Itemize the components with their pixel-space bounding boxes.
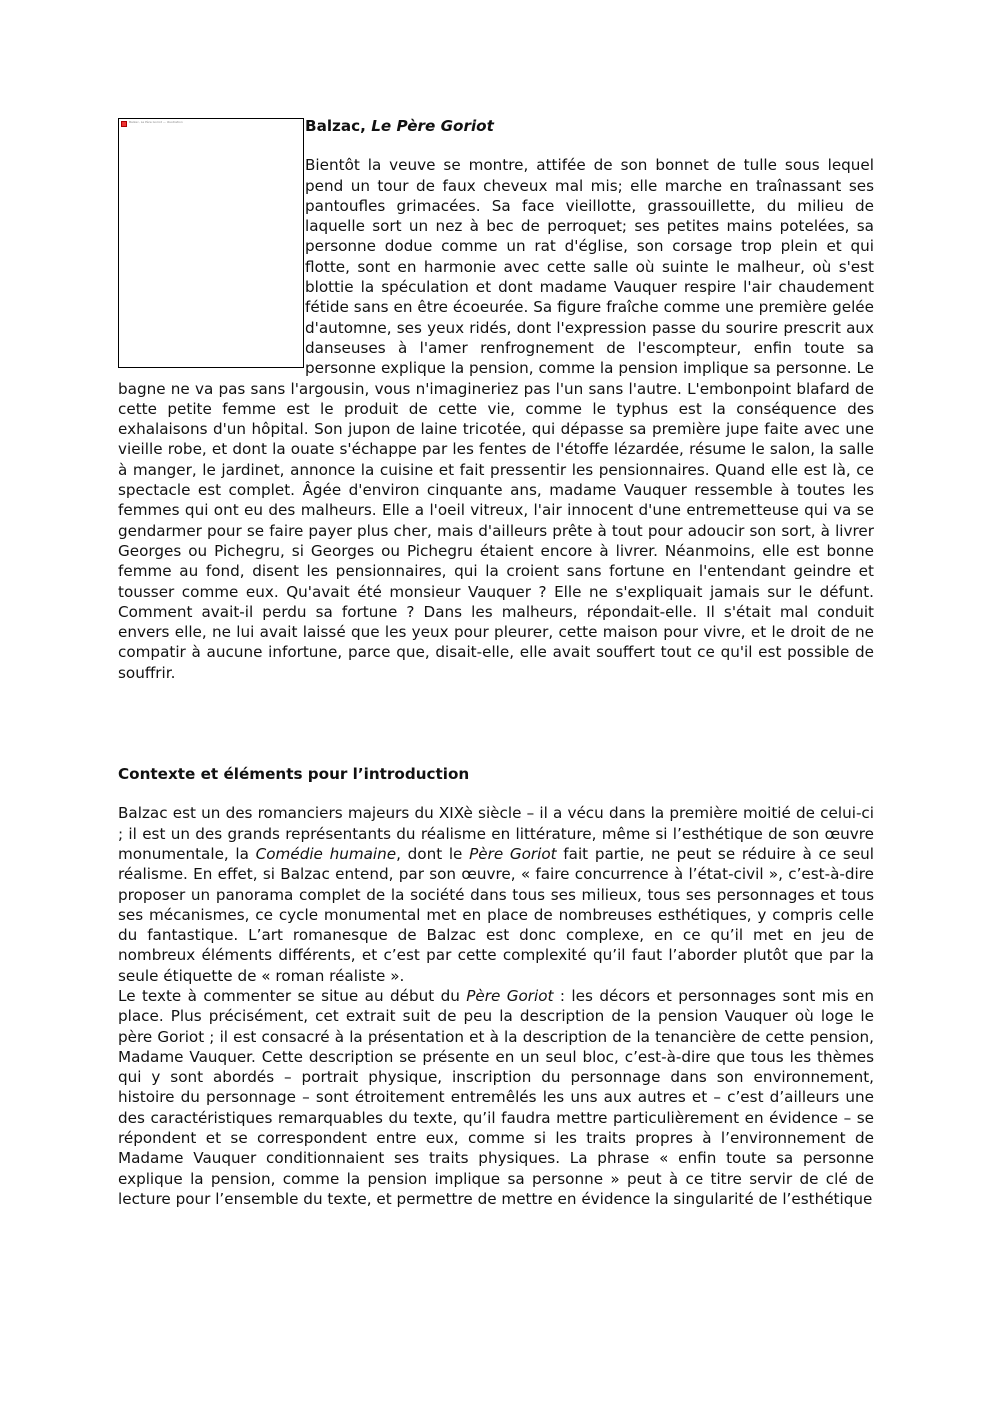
context-p1-text-a: Balzac est un des romanciers majeurs du XIXè siècle – il a vécu dans la première moitié de celui-ci ; il est un des grands représentants du réalisme en littérature, même si l’esthétique de son œuvre monumentale, la [118, 804, 874, 863]
section-spacer [118, 683, 874, 764]
context-p1-emphasis-goriot: Père Goriot [469, 844, 557, 863]
excerpt-text: Bientôt la veuve se montre, attifée de son bonnet de tulle sous lequel pend un tour de faux cheveux mal mis; elle marche en traînassant ses pantoufles grimacées. Sa face vieillotte, grassouillette, du milieu de laquelle sort un nez à bec de perroquet; ses petites mains potelées, sa personne dodue comme un rat d'église, son corsage trop plein et qui flotte, sont en harmonie avec cette salle où suinte le malheur, où s'est blottie la spéculation et dont madame Vauquer respire l'air chaudement fétide sans en être écoeurée. Sa figure fraîche comme une première gelée d'automne, ses yeux ridés, dont l'expression passe du sourire prescrit aux danseuses à l'amer renfrognement de l'escompteur, enfin toute sa personne explique la pension, comme la pension implique sa personne. Le bagne ne va pas sans l'argousin, vous n'imagineriez pas l'un sans l'autre. L'embonpoint blafard de cette petite femme est le produit de cette vie, comme le typhus est la conséquence des exhalaisons d'un hôpital. Son jupon de laine tricotée, qui dépasse sa première jupe faite avec une vieille robe, et dont la ouate s'échappe par les fentes de l'étoffe lézardée, résume le salon, la salle à manger, le jardinet, annonce la cuisine et fait pressentir les pensionnaires. Quand elle est là, ce spectacle est complet. Âgée d'environ cinquante ans, madame Vauquer ressemble à toutes les femmes qui ont eu des malheurs. Elle a l'oeil vitreux, l'air innocent d'une entremetteuse qui va se gendarmer pour se faire payer plus cher, mais d'ailleurs prête à tout pour adoucir son sort, à livrer Georges ou Pichegru, si Georges ou Pichegru étaient encore à livrer. Néanmoins, elle est bonne femme au fond, disent les pensionnaires, qui la croient sans fortune en l'entendant geindre et tousser comme eux. Qu'avait été monsieur Vauquer ? Elle ne s'expliquait jamais sur le défunt. Comment avait-il perdu sa fortune ? Dans les malheurs, répondait-elle. Il s'était mal conduit envers elle, ne lui avait laissé que les yeux pour pleurer, cette maison pour vivre, et le droit de ne compatir à aucune infortune, parce que, disait-elle, elle avait souffert tout ce qu'il est possible de souffrir. [118, 156, 874, 682]
broken-image-icon [121, 121, 127, 127]
context-p1-text-c: fait partie, ne peut se réduire à ce seul réalisme. En effet, si Balzac entend, par son œuvre, « faire concurrence à l’état-civil », c’est-à-dire proposer un panorama complet de la société dans tous ses milieux, tous ses personnages et tous ses mécanismes, ce cycle monumental met en place de nombreuses esthétiques, y compris celle du fantastique. L’art romanesque de Balzac est donc complexe, en ce qu’il met en jeu de nombreux éléments différents, et c’est par cette complexité qu’il faut l’aborder plutôt que par la seule étiquette de « roman réaliste ». [118, 844, 875, 985]
context-p2-text-a: Le texte à commenter se situe au début du [118, 986, 467, 1005]
illustration-placeholder [118, 118, 304, 368]
context-p2-emphasis-goriot: Père Goriot [466, 986, 554, 1005]
context-p1-emphasis-comedie: Comédie humaine [255, 844, 397, 863]
document-page [118, 116, 874, 1209]
image-alt-text: Balzac, Le Père Goriot — illustration [129, 120, 183, 124]
author-name: Balzac, [305, 117, 366, 135]
context-paragraph-2 [118, 986, 874, 1209]
context-heading: Contexte et éléments pour l’introduction [118, 765, 470, 784]
context-paragraph-1 [118, 803, 874, 986]
work-title: Le Père Goriot [371, 117, 494, 135]
context-p1-text-b: , dont le [396, 844, 470, 863]
context-p2-text-b: : les décors et personnages sont mis en place. Plus précisément, cet extrait suit de peu la description de la pension Vauquer où loge le père Goriot ; il est consacré à la présentation et à la description de la tenancière de cette pension, Madame Vauquer. Cette description se présente en un seul bloc, c’est-à-dire que tous les thèmes qui y sont abordés – portrait physique, inscription du personnage dans son environnement, histoire du personnage – sont étroitement entremêlés les uns aux autres et – c’est d’ailleurs une des caractéristiques remarquables du texte, qu’il faudra mettre particulièrement en évidence – se répondent et se correspondent entre eux, comme si les traits propres à l’environnement de Madame Vauquer conditionnaient ses traits physiques. La phrase « enfin toute sa personne explique la pension, comme la pension implique sa personne » peut à ce titre servir de clé de lecture pour l’ensemble du texte, et permettre de mettre en évidence la singularité de l’esthétique [118, 986, 874, 1208]
